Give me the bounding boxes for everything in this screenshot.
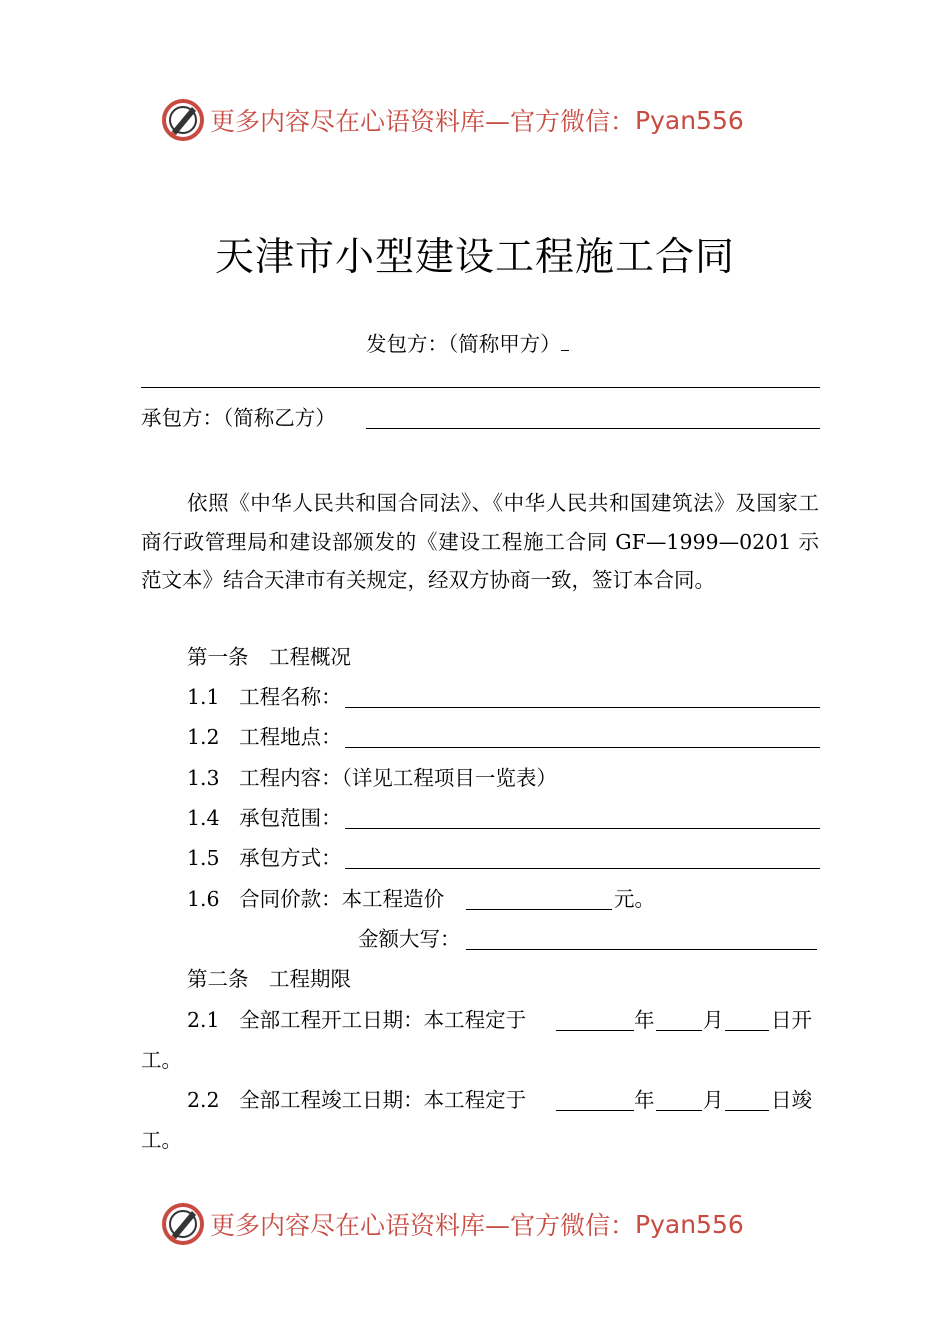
item-2-1 <box>187 1007 526 1033</box>
watermark-account: Pyan556 <box>635 1209 744 1239</box>
start-day-blank <box>725 1030 769 1031</box>
party-a-line <box>366 328 569 357</box>
item-1-1-blank <box>345 707 820 708</box>
amount-in-words-label: 金额大写： <box>358 927 461 951</box>
item-num: 1.5 <box>187 846 220 870</box>
item-1-2 <box>187 724 342 750</box>
watermark-banner-top <box>160 96 744 144</box>
watermark-text: 更多内容尽在心语资料库—官方微信： <box>210 1211 636 1240</box>
contract-price-unit: 元。 <box>614 887 655 911</box>
party-a-blank <box>561 328 569 351</box>
pen-logo-icon <box>160 97 206 143</box>
start-day-label: 日开 <box>771 1008 812 1032</box>
article-2-heading: 第二条 工程期限 <box>187 967 351 991</box>
item-1-4 <box>187 805 342 831</box>
party-a-underline <box>141 387 820 388</box>
item-label: 承包范围： <box>239 806 342 830</box>
start-year-label: 年 <box>634 1008 655 1032</box>
item-1-6 <box>187 886 444 912</box>
start-month-label: 月 <box>703 1008 724 1032</box>
item-label: 承包方式： <box>239 846 342 870</box>
start-wrap: 工。 <box>141 1048 182 1072</box>
watermark-account: Pyan556 <box>635 105 744 135</box>
party-a-label: 发包方：（简称甲方） <box>366 332 561 356</box>
item-1-4-blank <box>345 828 820 829</box>
finish-day-blank <box>725 1110 769 1111</box>
item-num: 1.2 <box>187 725 220 749</box>
document-title: 天津市小型建设工程施工合同 <box>214 235 735 280</box>
start-year-blank <box>556 1030 634 1031</box>
item-num: 2.1 <box>187 1008 220 1032</box>
start-month-blank <box>656 1030 702 1031</box>
article-1-heading: 第一条 工程概况 <box>187 645 351 669</box>
item-num: 1.6 <box>187 887 220 911</box>
party-b-label: 承包方：（简称乙方） <box>141 406 336 430</box>
item-label: 全部工程竣工日期：本工程定于 <box>239 1088 527 1112</box>
finish-year-blank <box>556 1110 634 1111</box>
pen-logo-icon <box>160 1201 206 1247</box>
amount-in-words-blank <box>466 949 817 950</box>
intro-paragraph: 依照《中华人民共和国合同法》、《中华人民共和国建筑法》及国家工商行政管理局和建设部颁发的《建设工程施工合同 GF—1999—0201 示范文本》结合天津市有关规定，经双方协商一致，签订本合同。 <box>141 491 819 592</box>
item-1-2-blank <box>345 747 820 748</box>
finish-year-label: 年 <box>634 1088 655 1112</box>
item-num: 2.2 <box>187 1088 220 1112</box>
item-1-5-blank <box>345 868 820 869</box>
watermark-text: 更多内容尽在心语资料库—官方微信： <box>210 107 636 136</box>
watermark-banner-bottom <box>160 1200 744 1248</box>
item-1-3 <box>187 765 557 791</box>
party-b-line <box>141 405 336 431</box>
item-num: 1.1 <box>187 685 220 709</box>
finish-month-blank <box>656 1110 702 1111</box>
item-1-5 <box>187 845 342 871</box>
finish-wrap: 工。 <box>141 1128 182 1152</box>
item-label: 工程内容：（详见工程项目一览表） <box>239 766 557 790</box>
finish-day-label: 日竣 <box>771 1088 812 1112</box>
item-1-1 <box>187 684 342 710</box>
item-label: 全部工程开工日期：本工程定于 <box>239 1008 527 1032</box>
party-b-underline <box>366 428 820 429</box>
finish-month-label: 月 <box>703 1088 724 1112</box>
item-num: 1.3 <box>187 766 220 790</box>
item-num: 1.4 <box>187 806 220 830</box>
contract-price-blank <box>466 909 612 910</box>
item-2-2 <box>187 1087 526 1113</box>
item-label: 工程地点： <box>239 725 342 749</box>
item-label: 工程名称： <box>239 685 342 709</box>
item-label: 合同价款：本工程造价 <box>239 887 445 911</box>
